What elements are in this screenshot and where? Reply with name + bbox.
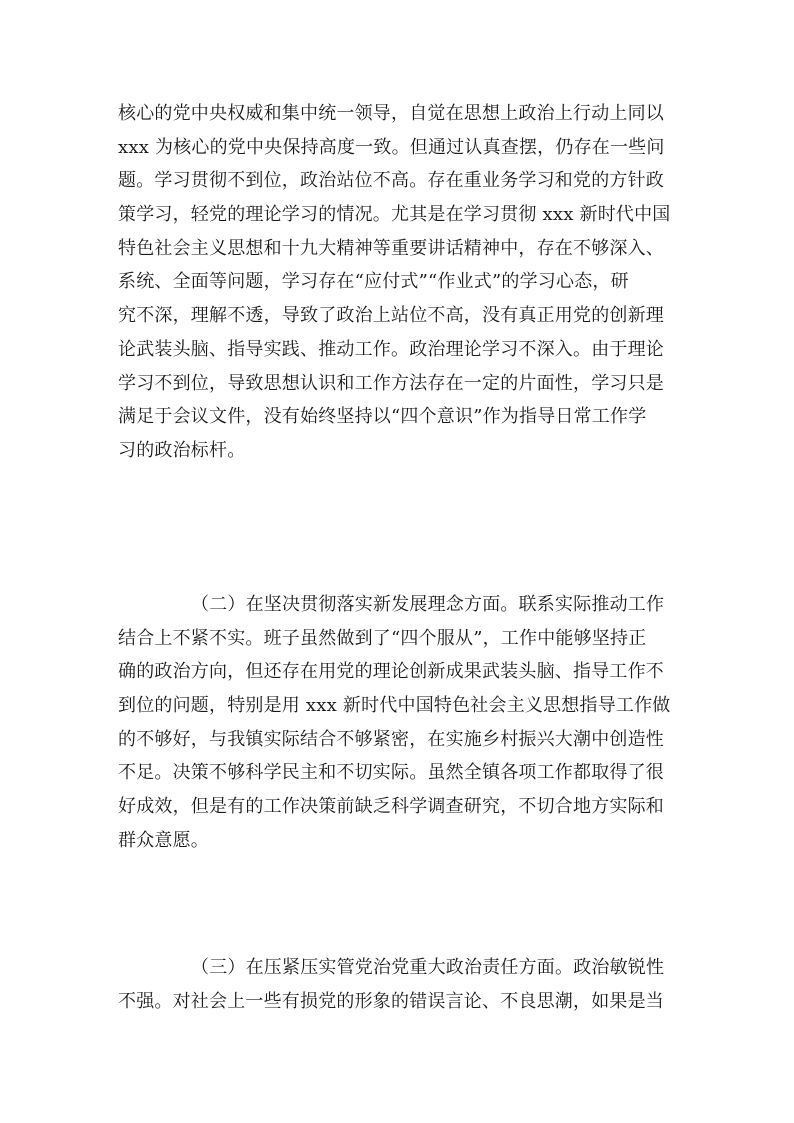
paragraph-1 bbox=[118, 97, 688, 468]
text-line: 的不够好，与我镇实际结合不够紧密，在实施乡村振兴大潮中创造性 bbox=[118, 728, 664, 750]
text-line: 系统、全面等问题，学习存在“应付式”“作业式”的学习心态，研 bbox=[118, 271, 629, 293]
text-line: xxx 为核心的党中央保持高度一致。但通过认真查摆，仍存在一些问 bbox=[118, 136, 665, 158]
text-line: 群众意愿。 bbox=[118, 829, 209, 851]
text-line: 满足于会议文件，没有始终坚持以“四个意识”作为指导日常工作学 bbox=[118, 406, 647, 428]
text-line: 策学习，轻党的理论学习的情况。尤其是在学习贯彻 xxx 新时代中国 bbox=[118, 204, 671, 226]
text-line: 学习不到位，导致思想认识和工作方法存在一定的片面性，学习只是 bbox=[118, 372, 664, 394]
text-line: 好成效，但是有的工作决策前缺乏科学调查研究，不切合地方实际和 bbox=[118, 796, 664, 818]
text-line: 不强。对社会上一些有损党的形象的错误言论、不良思潮，如果是当 bbox=[118, 990, 664, 1012]
text-line: 特色社会主义思想和十九大精神等重要讲话精神中，存在不够深入、 bbox=[118, 237, 664, 259]
section-heading-line: （三）在压紧压实管党治党重大政治责任方面。政治敏锐性 bbox=[191, 957, 665, 978]
text-line: 核心的党中央权威和集中统一领导，自觉在思想上政治上行动上同以 bbox=[118, 103, 664, 124]
text-line: 不足。决策不够科学民主和不切实际。虽然全镇各项工作都取得了很 bbox=[118, 762, 664, 784]
text-line: 到位的问题，特别是用 xxx 新时代中国特色社会主义思想指导工作做 bbox=[118, 695, 671, 717]
paragraph-2 bbox=[118, 588, 688, 858]
section-heading-line: （二）在坚决贯彻落实新发展理念方面。联系实际推动工作 bbox=[191, 594, 665, 615]
text-line: 确的政治方向，但还存在用党的理论创新成果武装头脑、指导工作不 bbox=[118, 661, 664, 683]
text-line: 论武装头脑、指导实践、推动工作。政治理论学习不深入。由于理论 bbox=[118, 338, 664, 360]
text-line: 题。学习贯彻不到位，政治站位不高。存在重业务学习和党的方针政 bbox=[118, 170, 664, 192]
text-line: 结合上不紧不实。班子虽然做到了“四个服从”，工作中能够坚持正 bbox=[118, 627, 647, 649]
paragraph-3 bbox=[118, 951, 688, 1018]
text-line: 究不深，理解不透，导致了政治上站位不高，没有真正用党的创新理 bbox=[118, 305, 664, 327]
text-line: 习的政治标杆。 bbox=[118, 439, 246, 461]
